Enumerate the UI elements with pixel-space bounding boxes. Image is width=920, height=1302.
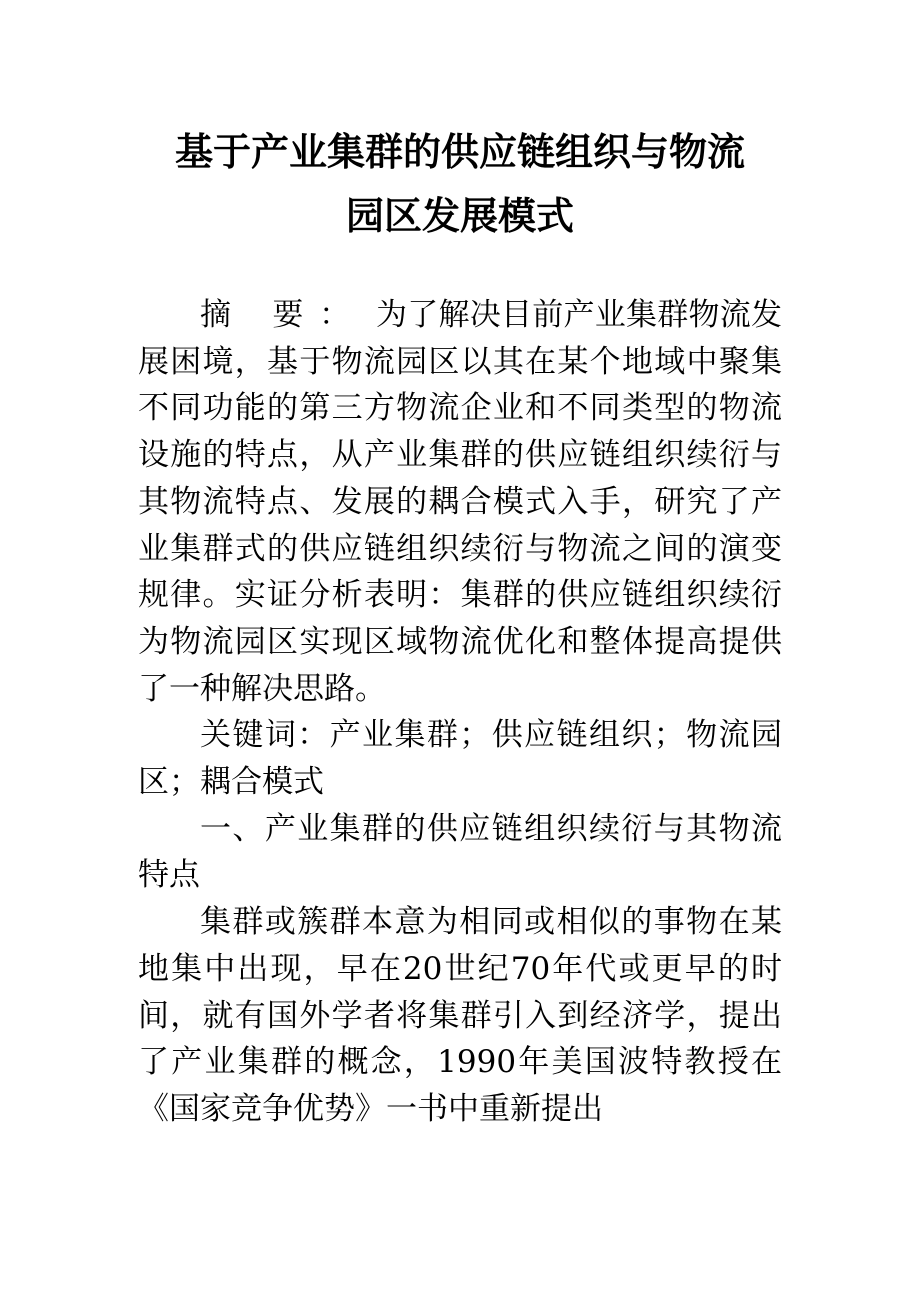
keywords-paragraph: 关键词：产业集群；供应链组织；物流园区；耦合模式: [138, 717, 782, 801]
document-body: [138, 292, 782, 1133]
abstract-text: 为了解决目前产业集群物流发展困境，基于物流园区以其在某个地域中聚集不同功能的第三方物流企业和不同类型的物流设施的特点，从产业集群的供应链组织续衍与其物流特点、发展的耦合模式入手，研究了产业集群式的供应链组织续衍与物流之间的演变规律。实证分析表明：集群的供应链组织续衍为物流园区实现区域物流优化和整体提高提供了一种解决思路。: [138, 297, 783, 707]
title-line-1: 基于产业集群的供应链组织与物流: [174, 130, 745, 174]
section-1-heading: 一、产业集群的供应链组织续衍与其物流特点: [138, 810, 782, 894]
section-1-paragraph: 集群或簇群本意为相同或相似的事物在某地集中出现，早在20世纪70年代或更早的时间，就有国外学者将集群引入到经济学，提出了产业集群的概念，1990年美国波特教授在《国家竞争优势》一书中重新提出: [138, 904, 782, 1127]
document-title: [138, 120, 782, 248]
abstract-paragraph: [138, 292, 782, 712]
title-line-2: 园区发展模式: [345, 194, 574, 238]
abstract-label: 摘 要：: [200, 297, 366, 333]
